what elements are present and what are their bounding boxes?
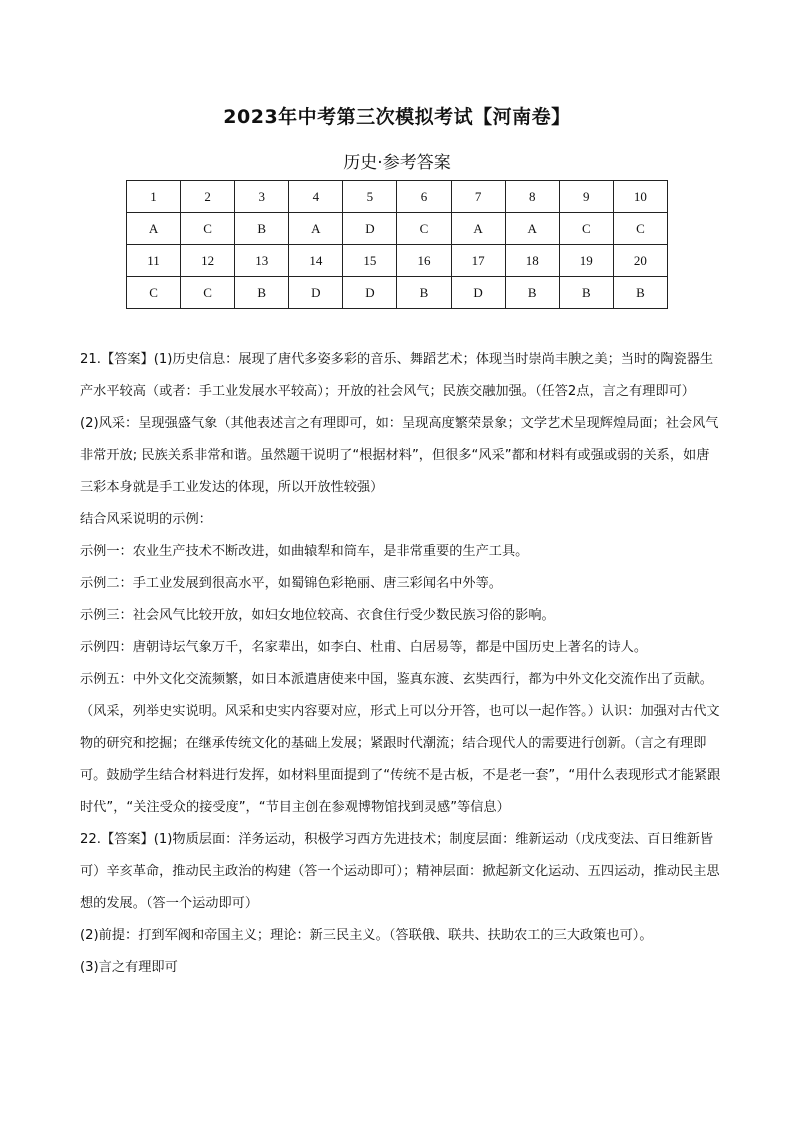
answer-cell: D xyxy=(343,277,397,309)
answer-explanations xyxy=(80,344,722,984)
question-number: 1 xyxy=(127,181,181,213)
answer-paragraph: 22.【答案】(1)物质层面：洋务运动，积极学习西方先进技术；制度层面：维新运动（戊戌变法、百日维新皆可）辛亥革命，推动民主政治的构建（答一个运动即可）；精神层面：掀起新文化运动、五四运动，推动民主思想的发展。（答一个运动即可） xyxy=(80,832,720,911)
question-number: 9 xyxy=(559,181,613,213)
question-number: 10 xyxy=(613,181,667,213)
question-number: 15 xyxy=(343,245,397,277)
answer-paragraph: (2)风采：呈现强盛气象（其他表述言之有理即可，如：呈现高度繁荣景象；文学艺术呈现辉煌局面；社会风气非常开放; 民族关系非常和谐。虽然题干说明了“根据材料”，但很多“风采”都和材料有或强或弱的关系，如唐三彩本身就是手工业发达的体现，所以开放性较强） xyxy=(80,416,719,495)
answer-table-row xyxy=(127,245,668,277)
answer-table xyxy=(126,180,668,309)
answer-cell: D xyxy=(451,277,505,309)
answer-cell: D xyxy=(343,213,397,245)
question-number: 20 xyxy=(613,245,667,277)
answer-cell: B xyxy=(397,277,451,309)
answer-paragraph: 21.【答案】(1)历史信息：展现了唐代多姿多彩的音乐、舞蹈艺术；体现当时崇尚丰腴之美；当时的陶瓷器生产水平较高（或者：手工业发展水平较高）；开放的社会风气；民族交融加强。（任答2点，言之有理即可） xyxy=(80,352,714,399)
answer-cell: C xyxy=(559,213,613,245)
question-number: 11 xyxy=(127,245,181,277)
answer-cell: B xyxy=(505,277,559,309)
page-subtitle: 历史·参考答案 xyxy=(343,153,451,173)
question-number: 13 xyxy=(235,245,289,277)
question-number: 5 xyxy=(343,181,397,213)
question-number: 8 xyxy=(505,181,559,213)
answer-cell: A xyxy=(505,213,559,245)
question-number: 17 xyxy=(451,245,505,277)
answer-table-row xyxy=(127,213,668,245)
answer-cell: B xyxy=(559,277,613,309)
answer-paragraph: (3)言之有理即可 xyxy=(80,960,178,975)
question-number: 14 xyxy=(289,245,343,277)
question-number: 4 xyxy=(289,181,343,213)
answer-cell: C xyxy=(181,277,235,309)
question-number: 3 xyxy=(235,181,289,213)
answer-paragraph: 示例三：社会风气比较开放，如妇女地位较高、衣食住行受少数民族习俗的影响。 xyxy=(80,608,555,623)
question-number: 7 xyxy=(451,181,505,213)
answer-cell: B xyxy=(235,277,289,309)
question-number: 18 xyxy=(505,245,559,277)
page-title: 2023年中考第三次模拟考试【河南卷】 xyxy=(223,106,571,128)
answer-cell: B xyxy=(613,277,667,309)
answer-cell: A xyxy=(289,213,343,245)
question-number: 2 xyxy=(181,181,235,213)
answer-cell: C xyxy=(613,213,667,245)
answer-paragraph: 示例一：农业生产技术不断改进，如曲辕犁和筒车，是非常重要的生产工具。 xyxy=(80,544,529,559)
answer-cell: A xyxy=(451,213,505,245)
question-number: 16 xyxy=(397,245,451,277)
answer-cell: C xyxy=(397,213,451,245)
answer-paragraph: 示例四：唐朝诗坛气象万千，名家辈出，如李白、杜甫、白居易等，都是中国历史上著名的诗人。 xyxy=(80,640,648,655)
answer-cell: C xyxy=(127,277,181,309)
answer-paragraph: (2)前提：打到军阀和帝国主义；理论：新三民主义。（答联俄、联共、扶助农工的三大政策也可）。 xyxy=(80,928,653,943)
answer-cell: B xyxy=(235,213,289,245)
answer-table-row xyxy=(127,181,668,213)
answer-paragraph: 结合风采说明的示例： xyxy=(80,512,212,527)
question-number: 19 xyxy=(559,245,613,277)
answer-paragraph: 示例二：手工业发展到很高水平，如蜀锦色彩艳丽、唐三彩闻名中外等。 xyxy=(80,576,502,591)
answer-table-row xyxy=(127,277,668,309)
question-number: 6 xyxy=(397,181,451,213)
answer-cell: D xyxy=(289,277,343,309)
answer-cell: C xyxy=(181,213,235,245)
question-number: 12 xyxy=(181,245,235,277)
answer-cell: A xyxy=(127,213,181,245)
answer-paragraph: 示例五：中外文化交流频繁，如日本派遣唐使来中国，鉴真东渡、玄奘西行，都为中外文化交流作出了贡献。（风采，列举史实说明。风采和史实内容要对应，形式上可以分开答，也可以一起作答。）认识：加强对古代文物的研究和挖掘；在继承传统文化的基础上发展；紧跟时代潮流；结合现代人的需要进行创新。（言之有理即可。鼓励学生结合材料进行发挥，如材料里面提到了“传统不是古板，不是老一套”，“用什么表现形式才能紧跟时代”，“关注受众的接受度”，“节目主创在参观博物馆找到灵感”等信息） xyxy=(80,672,721,815)
